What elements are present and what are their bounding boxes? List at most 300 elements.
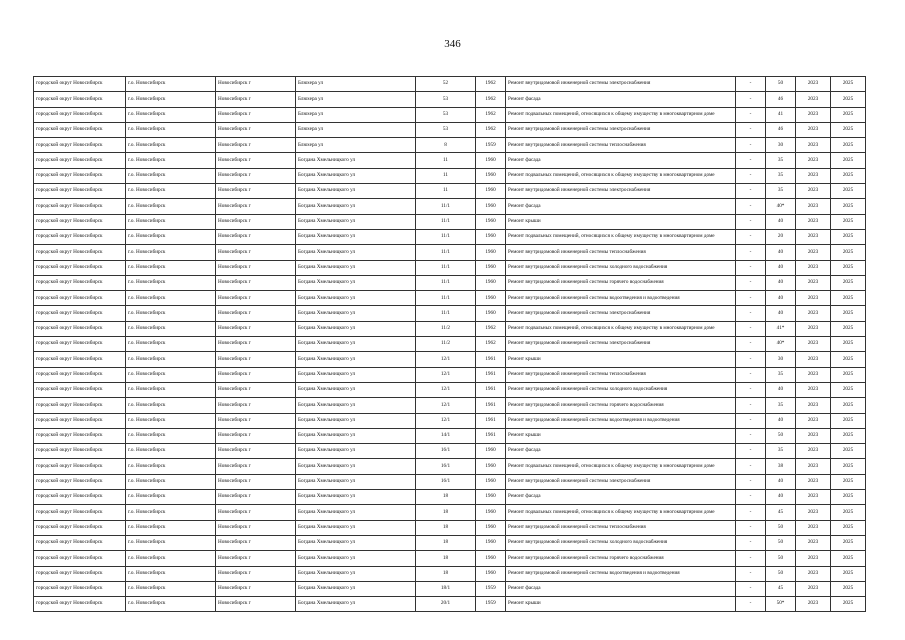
cell-street: Богдана Хмельницкого ул <box>296 291 416 306</box>
cell-year-end: 2025 <box>831 382 866 397</box>
cell-work-type: Ремонт внутридомовой инженерной системы электроснабжения <box>506 474 736 489</box>
cell-house-number: 14/1 <box>416 428 476 443</box>
cell-work-type: Ремонт фасада <box>506 153 736 168</box>
cell-city: Новосибирск г <box>216 566 296 581</box>
cell-street: Богдана Хмельницкого ул <box>296 168 416 183</box>
cell-cost: 50 <box>766 77 796 92</box>
cell-year-end: 2025 <box>831 306 866 321</box>
cell-cost: 41* <box>766 321 796 336</box>
cell-year-end: 2025 <box>831 520 866 535</box>
table-row <box>34 520 866 535</box>
cell-build-year: 1960 <box>476 566 506 581</box>
cell-house-number: 11/1 <box>416 199 476 214</box>
cell-settlement: г.о. Новосибирск <box>126 291 216 306</box>
cell-year-end: 2025 <box>831 260 866 275</box>
cell-street: Богдана Хмельницкого ул <box>296 581 416 596</box>
table-row <box>34 382 866 397</box>
cell-build-year: 1960 <box>476 306 506 321</box>
cell-dash: - <box>736 245 766 260</box>
cell-cost: 46 <box>766 122 796 137</box>
cell-cost: 40* <box>766 337 796 352</box>
table-row <box>34 122 866 137</box>
cell-city: Новосибирск г <box>216 352 296 367</box>
cell-city: Новосибирск г <box>216 597 296 612</box>
cell-year-start: 2023 <box>796 321 831 336</box>
cell-build-year: 1962 <box>476 77 506 92</box>
cell-build-year: 1959 <box>476 581 506 596</box>
cell-settlement: г.о. Новосибирск <box>126 92 216 107</box>
cell-year-end: 2025 <box>831 459 866 474</box>
cell-settlement: г.о. Новосибирск <box>126 184 216 199</box>
cell-build-year: 1960 <box>476 168 506 183</box>
cell-house-number: 52 <box>416 77 476 92</box>
cell-street: Блюхера ул <box>296 138 416 153</box>
table-row <box>34 566 866 581</box>
cell-city: Новосибирск г <box>216 398 296 413</box>
cell-street: Богдана Хмельницкого ул <box>296 520 416 535</box>
cell-settlement: г.о. Новосибирск <box>126 168 216 183</box>
table-row <box>34 138 866 153</box>
cell-city: Новосибирск г <box>216 413 296 428</box>
cell-cost: 41 <box>766 107 796 122</box>
cell-work-type: Ремонт фасада <box>506 444 736 459</box>
table-row <box>34 367 866 382</box>
cell-dash: - <box>736 168 766 183</box>
cell-year-end: 2025 <box>831 138 866 153</box>
cell-city: Новосибирск г <box>216 428 296 443</box>
cell-year-start: 2023 <box>796 138 831 153</box>
table-row <box>34 306 866 321</box>
cell-year-start: 2023 <box>796 597 831 612</box>
cell-year-start: 2023 <box>796 490 831 505</box>
cell-year-end: 2025 <box>831 107 866 122</box>
cell-work-type: Ремонт крыши <box>506 428 736 443</box>
cell-house-number: 12/1 <box>416 398 476 413</box>
cell-dash: - <box>736 122 766 137</box>
cell-settlement: г.о. Новосибирск <box>126 214 216 229</box>
cell-work-type: Ремонт фасада <box>506 490 736 505</box>
cell-dash: - <box>736 275 766 290</box>
cell-okrug: городской округ Новосибирск <box>34 275 126 290</box>
cell-city: Новосибирск г <box>216 92 296 107</box>
cell-year-start: 2023 <box>796 520 831 535</box>
cell-street: Богдана Хмельницкого ул <box>296 490 416 505</box>
cell-year-start: 2023 <box>796 77 831 92</box>
cell-cost: 40 <box>766 291 796 306</box>
cell-street: Богдана Хмельницкого ул <box>296 367 416 382</box>
cell-okrug: городской округ Новосибирск <box>34 107 126 122</box>
cell-year-start: 2023 <box>796 291 831 306</box>
cell-year-start: 2023 <box>796 505 831 520</box>
table-row <box>34 229 866 244</box>
cell-cost: 50 <box>766 520 796 535</box>
cell-city: Новосибирск г <box>216 275 296 290</box>
cell-city: Новосибирск г <box>216 535 296 550</box>
cell-year-start: 2023 <box>796 398 831 413</box>
table-row <box>34 245 866 260</box>
cell-work-type: Ремонт внутридомовой инженерной системы горячего водоснабжения <box>506 551 736 566</box>
cell-dash: - <box>736 321 766 336</box>
cell-year-end: 2025 <box>831 291 866 306</box>
cell-street: Богдана Хмельницкого ул <box>296 597 416 612</box>
cell-dash: - <box>736 260 766 275</box>
cell-settlement: г.о. Новосибирск <box>126 245 216 260</box>
cell-work-type: Ремонт фасада <box>506 581 736 596</box>
cell-street: Богдана Хмельницкого ул <box>296 551 416 566</box>
cell-city: Новосибирск г <box>216 214 296 229</box>
cell-street: Богдана Хмельницкого ул <box>296 459 416 474</box>
cell-year-start: 2023 <box>796 459 831 474</box>
table-row <box>34 352 866 367</box>
cell-cost: 40* <box>766 199 796 214</box>
cell-city: Новосибирск г <box>216 107 296 122</box>
cell-okrug: городской округ Новосибирск <box>34 321 126 336</box>
cell-house-number: 11/1 <box>416 229 476 244</box>
cell-year-end: 2025 <box>831 398 866 413</box>
cell-build-year: 1959 <box>476 138 506 153</box>
cell-okrug: городской округ Новосибирск <box>34 459 126 474</box>
cell-work-type: Ремонт внутридомовой инженерной системы теплоснабжения <box>506 367 736 382</box>
cell-cost: 45 <box>766 581 796 596</box>
cell-dash: - <box>736 367 766 382</box>
cell-house-number: 18 <box>416 490 476 505</box>
cell-settlement: г.о. Новосибирск <box>126 275 216 290</box>
cell-work-type: Ремонт внутридомовой инженерной системы водоотведения и водоотведения <box>506 291 736 306</box>
cell-year-start: 2023 <box>796 367 831 382</box>
cell-year-end: 2025 <box>831 413 866 428</box>
cell-dash: - <box>736 337 766 352</box>
cell-dash: - <box>736 444 766 459</box>
cell-street: Богдана Хмельницкого ул <box>296 184 416 199</box>
cell-year-start: 2023 <box>796 535 831 550</box>
cell-cost: 40 <box>766 413 796 428</box>
cell-okrug: городской округ Новосибирск <box>34 566 126 581</box>
cell-cost: 30 <box>766 138 796 153</box>
cell-settlement: г.о. Новосибирск <box>126 337 216 352</box>
cell-build-year: 1960 <box>476 184 506 199</box>
cell-street: Блюхера ул <box>296 122 416 137</box>
cell-dash: - <box>736 581 766 596</box>
cell-dash: - <box>736 413 766 428</box>
cell-build-year: 1960 <box>476 229 506 244</box>
cell-year-end: 2025 <box>831 168 866 183</box>
cell-work-type: Ремонт внутридомовой инженерной системы электроснабжения <box>506 122 736 137</box>
cell-settlement: г.о. Новосибирск <box>126 597 216 612</box>
cell-settlement: г.о. Новосибирск <box>126 398 216 413</box>
cell-okrug: городской округ Новосибирск <box>34 535 126 550</box>
table-row <box>34 474 866 489</box>
cell-house-number: 11/1 <box>416 275 476 290</box>
cell-city: Новосибирск г <box>216 184 296 199</box>
cell-settlement: г.о. Новосибирск <box>126 581 216 596</box>
cell-dash: - <box>736 77 766 92</box>
cell-okrug: городской округ Новосибирск <box>34 291 126 306</box>
cell-year-end: 2025 <box>831 490 866 505</box>
cell-city: Новосибирск г <box>216 260 296 275</box>
cell-build-year: 1962 <box>476 122 506 137</box>
table-row <box>34 321 866 336</box>
cell-okrug: городской округ Новосибирск <box>34 229 126 244</box>
table-row <box>34 505 866 520</box>
cell-city: Новосибирск г <box>216 551 296 566</box>
cell-year-end: 2025 <box>831 184 866 199</box>
cell-dash: - <box>736 382 766 397</box>
cell-settlement: г.о. Новосибирск <box>126 413 216 428</box>
table-row <box>34 92 866 107</box>
cell-street: Богдана Хмельницкого ул <box>296 352 416 367</box>
cell-city: Новосибирск г <box>216 337 296 352</box>
cell-street: Богдана Хмельницкого ул <box>296 428 416 443</box>
cell-street: Богдана Хмельницкого ул <box>296 444 416 459</box>
cell-work-type: Ремонт подвальных помещений, относящихся к общему имуществу в многоквартирном доме <box>506 321 736 336</box>
cell-okrug: городской округ Новосибирск <box>34 382 126 397</box>
cell-dash: - <box>736 306 766 321</box>
cell-work-type: Ремонт фасада <box>506 92 736 107</box>
cell-street: Богдана Хмельницкого ул <box>296 214 416 229</box>
cell-year-end: 2025 <box>831 199 866 214</box>
cell-dash: - <box>736 505 766 520</box>
cell-okrug: городской округ Новосибирск <box>34 413 126 428</box>
cell-build-year: 1960 <box>476 291 506 306</box>
cell-work-type: Ремонт внутридомовой инженерной системы холодного водоснабжения <box>506 535 736 550</box>
cell-year-start: 2023 <box>796 229 831 244</box>
cell-build-year: 1962 <box>476 92 506 107</box>
cell-dash: - <box>736 352 766 367</box>
cell-house-number: 11/2 <box>416 321 476 336</box>
cell-house-number: 11/2 <box>416 337 476 352</box>
cell-work-type: Ремонт внутридомовой инженерной системы электроснабжения <box>506 184 736 199</box>
cell-city: Новосибирск г <box>216 168 296 183</box>
cell-house-number: 11 <box>416 168 476 183</box>
cell-work-type: Ремонт внутридомовой инженерной системы теплоснабжения <box>506 138 736 153</box>
cell-work-type: Ремонт подвальных помещений, относящихся к общему имуществу в многоквартирном доме <box>506 229 736 244</box>
cell-year-end: 2025 <box>831 214 866 229</box>
table-row <box>34 291 866 306</box>
cell-street: Богдана Хмельницкого ул <box>296 566 416 581</box>
cell-year-start: 2023 <box>796 168 831 183</box>
cell-settlement: г.о. Новосибирск <box>126 122 216 137</box>
table-row <box>34 459 866 474</box>
cell-dash: - <box>736 153 766 168</box>
cell-dash: - <box>736 535 766 550</box>
cell-year-end: 2025 <box>831 122 866 137</box>
cell-dash: - <box>736 214 766 229</box>
cell-year-end: 2025 <box>831 77 866 92</box>
cell-year-end: 2025 <box>831 535 866 550</box>
cell-cost: 40 <box>766 245 796 260</box>
cell-city: Новосибирск г <box>216 581 296 596</box>
cell-cost: 35 <box>766 184 796 199</box>
cell-work-type: Ремонт внутридомовой инженерной системы горячего водоснабжения <box>506 398 736 413</box>
table-row <box>34 428 866 443</box>
cell-house-number: 18 <box>416 535 476 550</box>
cell-build-year: 1960 <box>476 535 506 550</box>
cell-cost: 50 <box>766 535 796 550</box>
cell-street: Блюхера ул <box>296 77 416 92</box>
cell-house-number: 11/1 <box>416 306 476 321</box>
cell-year-end: 2025 <box>831 275 866 290</box>
cell-okrug: городской округ Новосибирск <box>34 184 126 199</box>
cell-work-type: Ремонт подвальных помещений, относящихся к общему имуществу в многоквартирном доме <box>506 168 736 183</box>
cell-city: Новосибирск г <box>216 474 296 489</box>
cell-work-type: Ремонт подвальных помещений, относящихся к общему имуществу в многоквартирном доме <box>506 505 736 520</box>
cell-year-end: 2025 <box>831 581 866 596</box>
table-row <box>34 184 866 199</box>
cell-city: Новосибирск г <box>216 444 296 459</box>
cell-cost: 50 <box>766 566 796 581</box>
cell-city: Новосибирск г <box>216 77 296 92</box>
cell-street: Богдана Хмельницкого ул <box>296 474 416 489</box>
table-row <box>34 199 866 214</box>
cell-cost: 35 <box>766 367 796 382</box>
cell-year-start: 2023 <box>796 581 831 596</box>
cell-dash: - <box>736 566 766 581</box>
cell-okrug: городской округ Новосибирск <box>34 490 126 505</box>
table-row <box>34 398 866 413</box>
cell-year-start: 2023 <box>796 551 831 566</box>
cell-city: Новосибирск г <box>216 382 296 397</box>
cell-work-type: Ремонт внутридомовой инженерной системы теплоснабжения <box>506 245 736 260</box>
cell-dash: - <box>736 490 766 505</box>
cell-year-start: 2023 <box>796 382 831 397</box>
table-row <box>34 153 866 168</box>
cell-build-year: 1961 <box>476 398 506 413</box>
cell-house-number: 11 <box>416 184 476 199</box>
cell-work-type: Ремонт внутридомовой инженерной системы теплоснабжения <box>506 520 736 535</box>
cell-build-year: 1961 <box>476 428 506 443</box>
cell-settlement: г.о. Новосибирск <box>126 367 216 382</box>
cell-settlement: г.о. Новосибирск <box>126 551 216 566</box>
table-row <box>34 444 866 459</box>
cell-okrug: городской округ Новосибирск <box>34 260 126 275</box>
cell-street: Богдана Хмельницкого ул <box>296 321 416 336</box>
cell-street: Богдана Хмельницкого ул <box>296 505 416 520</box>
cell-work-type: Ремонт крыши <box>506 214 736 229</box>
cell-year-end: 2025 <box>831 551 866 566</box>
cell-okrug: городской округ Новосибирск <box>34 428 126 443</box>
cell-street: Богдана Хмельницкого ул <box>296 413 416 428</box>
cell-street: Богдана Хмельницкого ул <box>296 229 416 244</box>
cell-cost: 40 <box>766 260 796 275</box>
cell-cost: 20 <box>766 229 796 244</box>
cell-okrug: городской округ Новосибирск <box>34 505 126 520</box>
cell-work-type: Ремонт крыши <box>506 352 736 367</box>
cell-street: Богдана Хмельницкого ул <box>296 153 416 168</box>
cell-okrug: городской округ Новосибирск <box>34 306 126 321</box>
cell-street: Богдана Хмельницкого ул <box>296 199 416 214</box>
cell-dash: - <box>736 291 766 306</box>
cell-settlement: г.о. Новосибирск <box>126 153 216 168</box>
cell-street: Богдана Хмельницкого ул <box>296 398 416 413</box>
cell-house-number: 53 <box>416 92 476 107</box>
cell-year-start: 2023 <box>796 428 831 443</box>
cell-year-start: 2023 <box>796 337 831 352</box>
cell-build-year: 1959 <box>476 597 506 612</box>
cell-year-start: 2023 <box>796 214 831 229</box>
cell-year-start: 2023 <box>796 260 831 275</box>
cell-build-year: 1960 <box>476 275 506 290</box>
cell-house-number: 18/1 <box>416 581 476 596</box>
cell-dash: - <box>736 520 766 535</box>
cell-cost: 40 <box>766 474 796 489</box>
cell-year-start: 2023 <box>796 474 831 489</box>
cell-work-type: Ремонт внутридомовой инженерной системы электроснабжения <box>506 306 736 321</box>
cell-year-end: 2025 <box>831 505 866 520</box>
cell-build-year: 1961 <box>476 352 506 367</box>
cell-settlement: г.о. Новосибирск <box>126 474 216 489</box>
cell-okrug: городской округ Новосибирск <box>34 444 126 459</box>
cell-settlement: г.о. Новосибирск <box>126 535 216 550</box>
cell-year-start: 2023 <box>796 153 831 168</box>
cell-build-year: 1960 <box>476 459 506 474</box>
cell-year-end: 2025 <box>831 321 866 336</box>
cell-city: Новосибирск г <box>216 490 296 505</box>
cell-work-type: Ремонт внутридомовой инженерной системы горячего водоснабжения <box>506 275 736 290</box>
cell-year-end: 2025 <box>831 92 866 107</box>
cell-cost: 46 <box>766 92 796 107</box>
cell-house-number: 53 <box>416 122 476 137</box>
cell-house-number: 12/1 <box>416 382 476 397</box>
cell-house-number: 11/1 <box>416 291 476 306</box>
cell-house-number: 16/1 <box>416 474 476 489</box>
cell-year-end: 2025 <box>831 597 866 612</box>
cell-street: Богдана Хмельницкого ул <box>296 245 416 260</box>
table-row <box>34 551 866 566</box>
cell-okrug: городской округ Новосибирск <box>34 153 126 168</box>
table-body <box>34 77 866 612</box>
cell-cost: 30 <box>766 352 796 367</box>
cell-city: Новосибирск г <box>216 153 296 168</box>
cell-year-end: 2025 <box>831 428 866 443</box>
table-row <box>34 581 866 596</box>
cell-city: Новосибирск г <box>216 321 296 336</box>
cell-year-start: 2023 <box>796 352 831 367</box>
cell-settlement: г.о. Новосибирск <box>126 138 216 153</box>
cell-house-number: 12/1 <box>416 352 476 367</box>
cell-year-end: 2025 <box>831 153 866 168</box>
cell-okrug: городской округ Новосибирск <box>34 337 126 352</box>
cell-street: Блюхера ул <box>296 92 416 107</box>
page-number: 346 <box>444 38 461 50</box>
cell-house-number: 18 <box>416 551 476 566</box>
cell-build-year: 1961 <box>476 367 506 382</box>
cell-year-end: 2025 <box>831 444 866 459</box>
cell-dash: - <box>736 184 766 199</box>
cell-okrug: городской округ Новосибирск <box>34 122 126 137</box>
cell-city: Новосибирск г <box>216 291 296 306</box>
cell-okrug: городской округ Новосибирск <box>34 597 126 612</box>
cell-house-number: 11 <box>416 153 476 168</box>
cell-settlement: г.о. Новосибирск <box>126 107 216 122</box>
cell-build-year: 1960 <box>476 490 506 505</box>
cell-dash: - <box>736 107 766 122</box>
cell-build-year: 1960 <box>476 214 506 229</box>
cell-year-start: 2023 <box>796 92 831 107</box>
cell-city: Новосибирск г <box>216 229 296 244</box>
cell-settlement: г.о. Новосибирск <box>126 459 216 474</box>
cell-year-start: 2023 <box>796 566 831 581</box>
cell-street: Богдана Хмельницкого ул <box>296 535 416 550</box>
cell-settlement: г.о. Новосибирск <box>126 321 216 336</box>
cell-year-start: 2023 <box>796 444 831 459</box>
cell-city: Новосибирск г <box>216 505 296 520</box>
cell-city: Новосибирск г <box>216 245 296 260</box>
cell-cost: 35 <box>766 444 796 459</box>
cell-cost: 35 <box>766 153 796 168</box>
cell-okrug: городской округ Новосибирск <box>34 138 126 153</box>
cell-street: Блюхера ул <box>296 107 416 122</box>
cell-house-number: 18 <box>416 566 476 581</box>
